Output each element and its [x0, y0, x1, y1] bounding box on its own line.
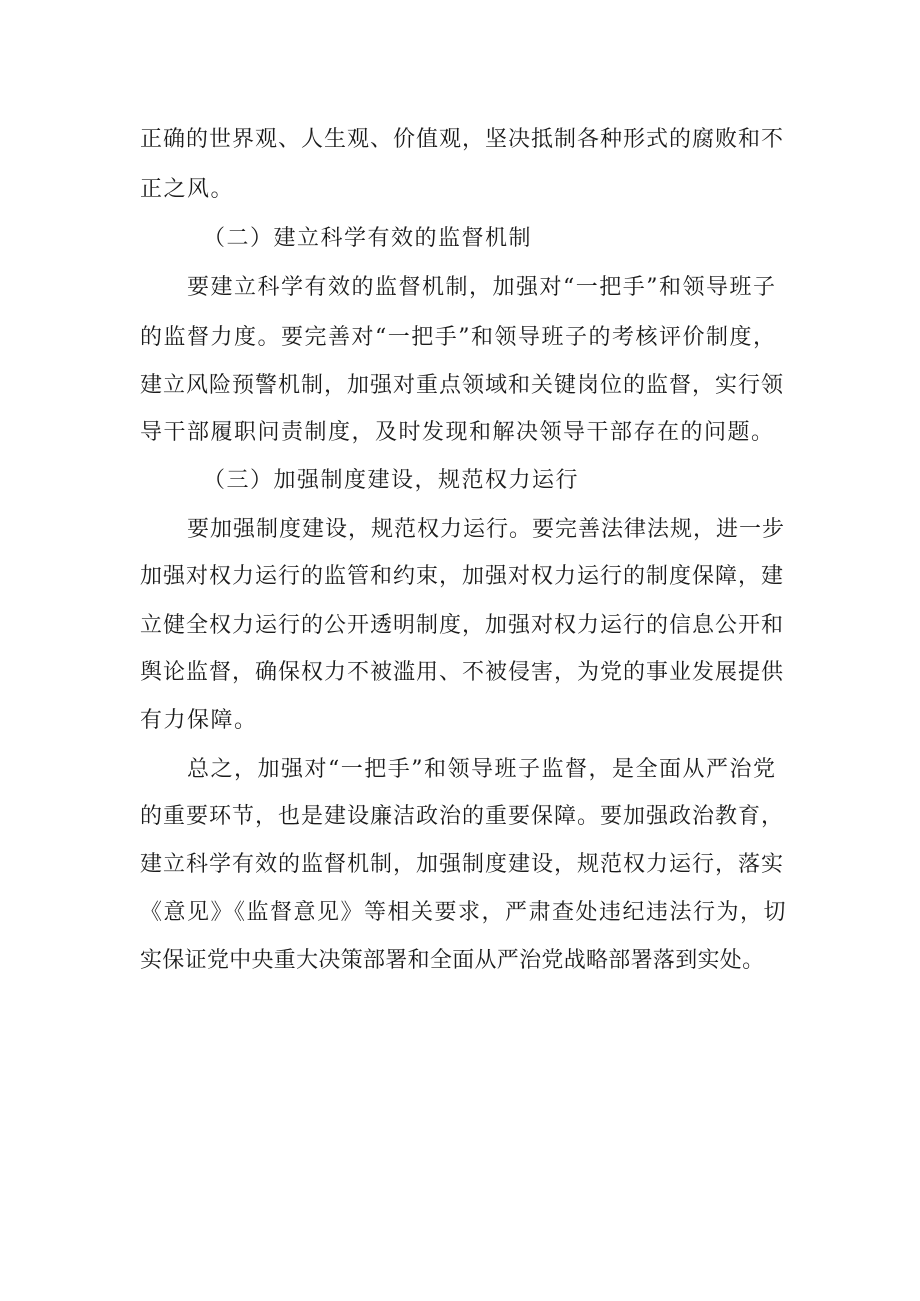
paragraph-line: 建立科学有效的监督机制，加强制度建设，规范权力运行，落实 [140, 852, 785, 877]
paragraph-line: 舆论监督，确保权力不被滥用、不被侵害，为党的事业发展提供 [140, 660, 785, 685]
section-heading: （二）建立科学有效的监督机制 [203, 226, 533, 251]
paragraph-line: 立健全权力运行的公开透明制度，加强对权力运行的信息公开和 [140, 613, 785, 638]
paragraph-line: 的重要环节，也是建设廉洁政治的重要保障。要加强政治教育， [140, 804, 785, 829]
paragraph-line: 总之，加强对“一把手”和领导班子监督，是全面从严治党 [187, 757, 777, 782]
paragraph-line: 正之风。 [140, 177, 235, 202]
paragraph-line: 《意见》《监督意见》等相关要求，严肃查处违纪违法行为，切 [140, 900, 788, 925]
paragraph-line: 要加强制度建设，规范权力运行。要完善法律法规，进一步 [187, 517, 786, 542]
section-heading: （三）加强制度建设，规范权力运行 [203, 468, 580, 493]
paragraph-line: 有力保障。 [140, 708, 258, 733]
paragraph-line: 加强对权力运行的监管和约束，加强对权力运行的制度保障，建 [140, 564, 785, 589]
paragraph-line: 建立风险预警机制，加强对重点领域和关键岗位的监督，实行领 [140, 373, 785, 398]
paragraph-line: 导干部履职问责制度，及时发现和解决领导干部存在的问题。 [140, 420, 775, 445]
paragraph-line: 实保证党中央重大决策部署和全面从严治党战略部署落到实处。 [140, 948, 765, 973]
paragraph-line: 的监督力度。要完善对“一把手”和领导班子的考核评价制度， [140, 325, 777, 350]
paragraph-line: 正确的世界观、人生观、价值观，坚决抵制各种形式的腐败和不 [140, 127, 785, 152]
paragraph-line: 要建立科学有效的监督机制，加强对“一把手”和领导班子 [187, 275, 777, 300]
